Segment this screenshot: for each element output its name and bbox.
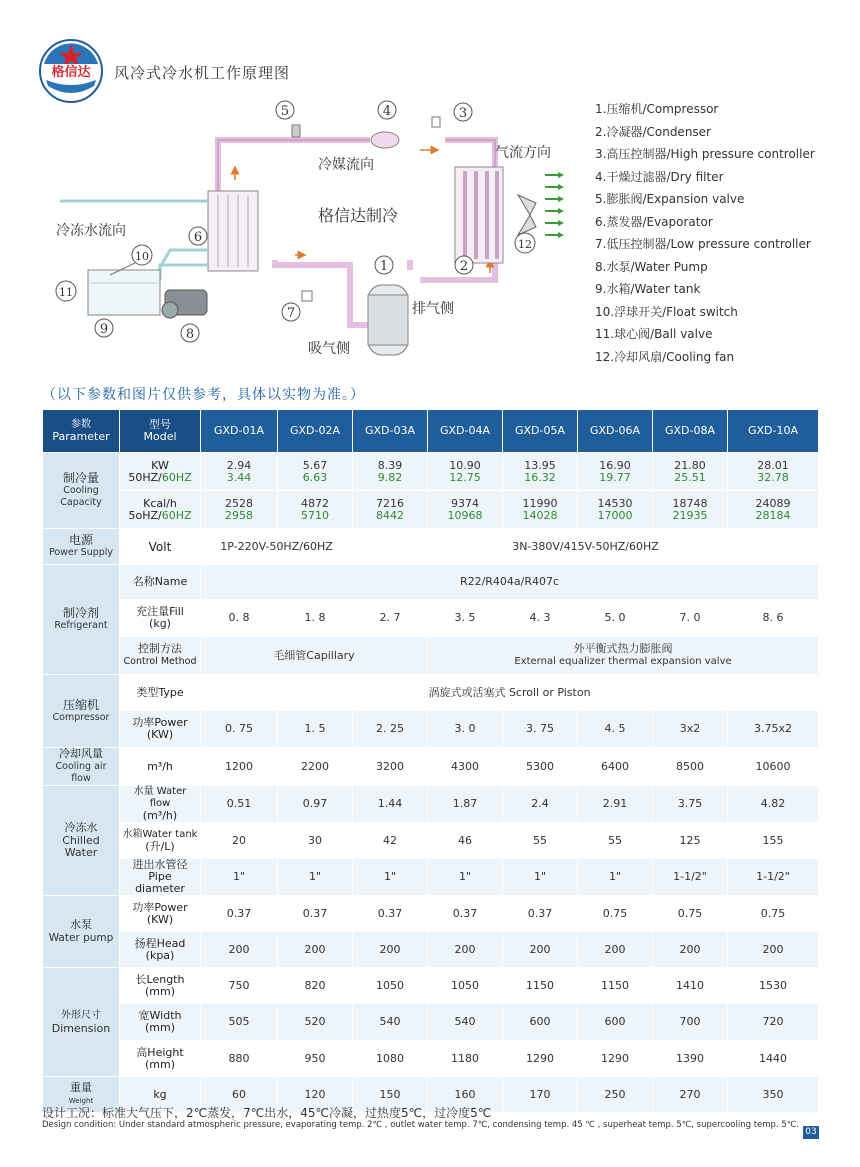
page-number: 03 (803, 1126, 819, 1139)
param-header: 参数 Parameter (43, 410, 120, 453)
table-row (43, 823, 819, 859)
discharge-side-label: 排气侧 (412, 301, 454, 317)
dry-filter (371, 132, 399, 148)
width-label: 宽Width (mm) (120, 1004, 201, 1041)
table-cell: 1-1/2" (653, 859, 728, 896)
table-cell: 1200 (201, 748, 278, 786)
table-cell: 0.37 (503, 896, 578, 932)
svg-text:4: 4 (382, 104, 392, 119)
table-cell: 16.90 19.77 (578, 453, 653, 491)
table-cell: 2.94 3.44 (201, 453, 278, 491)
table-cell: 1. 8 (278, 600, 353, 637)
table-cell: 30 (278, 823, 353, 859)
legend-item: 10.浮球开关/Float switch (595, 304, 738, 319)
table-cell: 0.37 (353, 896, 428, 932)
volt-label: Volt (120, 529, 201, 565)
table-cell: 540 (428, 1004, 503, 1041)
model-col: GXD-01A (201, 410, 278, 453)
table-cell: 1440 (728, 1041, 819, 1077)
callout-3 (454, 103, 472, 121)
table-row (43, 565, 819, 600)
table-cell: 2.4 (503, 786, 578, 823)
table-cell: 950 (278, 1041, 353, 1077)
table-cell: 820 (278, 968, 353, 1004)
table-row (43, 896, 819, 932)
table-cell: 3200 (353, 748, 428, 786)
table-cell: 3x2 (653, 711, 728, 748)
table-row (43, 1041, 819, 1077)
center-label: 格信达制冷 (318, 206, 399, 225)
table-cell: 540 (353, 1004, 428, 1041)
table-cell: 46 (428, 823, 503, 859)
svg-text:3: 3 (458, 106, 468, 121)
callout-2 (455, 256, 473, 274)
table-cell: 1410 (653, 968, 728, 1004)
table-cell: 4. 3 (503, 600, 578, 637)
table-cell: 1-1/2" (728, 859, 819, 896)
low-pressure-controller (302, 291, 312, 301)
table-cell: 2200 (278, 748, 353, 786)
table-cell: 0.75 (728, 896, 819, 932)
table-cell: 1" (428, 859, 503, 896)
table-cell: 1150 (503, 968, 578, 1004)
suction-side-label: 吸气侧 (308, 341, 350, 357)
table-cell: 21.80 25.51 (653, 453, 728, 491)
cooling-fan (518, 195, 536, 235)
table-cell: 13.95 16.32 (503, 453, 578, 491)
table-row (43, 711, 819, 748)
table-row (43, 859, 819, 896)
table-cell: 外平衡式热力膨胀阀 External equalizer thermal expansion valve (428, 637, 819, 675)
model-col: GXD-05A (503, 410, 578, 453)
table-cell: 200 (428, 932, 503, 968)
pump-power-label: 功率Power (KW) (120, 896, 201, 932)
table-cell: 1150 (578, 968, 653, 1004)
table-cell: 0.37 (428, 896, 503, 932)
height-label: 高Height (mm) (120, 1041, 201, 1077)
table-cell: 0.37 (278, 896, 353, 932)
table-cell: 11990 14028 (503, 491, 578, 529)
legend-item: 8.水泵/Water Pump (595, 259, 708, 274)
callout-6 (189, 227, 207, 245)
table-cell: 0.75 (653, 896, 728, 932)
table-cell: 2528 2958 (201, 491, 278, 529)
expansion-valve (292, 125, 300, 137)
table-cell: 200 (728, 932, 819, 968)
table-cell: 125 (653, 823, 728, 859)
design-condition-en: Design condition: Under standard atmospheric pressure, evaporating temp. 2℃ , outlet water temp. 7℃, condensing temp. 45 ℃ , superheat temp. 5℃, supercooling temp. 5℃. (42, 1120, 800, 1130)
legend-item: 6.蒸发器/Evaporator (595, 214, 713, 229)
table-cell: 4.82 (728, 786, 819, 823)
table-cell: 2. 7 (353, 600, 428, 637)
legend-item: 2.冷凝器/Condenser (595, 124, 711, 139)
table-cell: 1" (278, 859, 353, 896)
high-pressure-controller (432, 117, 440, 127)
callout-1 (375, 256, 393, 274)
weight-unit: kg (120, 1077, 201, 1113)
svg-text:1: 1 (379, 259, 389, 274)
kcal-label: Kcal/h 5oHZ/60HZ (120, 491, 201, 529)
legend-item: 11.球心阀/Ball valve (595, 327, 713, 341)
table-cell: 3. 0 (428, 711, 503, 748)
model-col: GXD-10A (728, 410, 819, 453)
table-cell: 750 (201, 968, 278, 1004)
table-cell: 720 (728, 1004, 819, 1041)
table-cell: 1390 (653, 1041, 728, 1077)
table-cell: 2.91 (578, 786, 653, 823)
pipe-diameter-label: 进出水管径 Pipe diameter (120, 859, 201, 896)
legend-item: 3.高压控制器/High pressure controller (595, 147, 815, 161)
table-cell: 3. 5 (428, 600, 503, 637)
table-cell: 0.97 (278, 786, 353, 823)
table-cell: 150 (353, 1077, 428, 1113)
table-cell: 505 (201, 1004, 278, 1041)
table-cell: 170 (503, 1077, 578, 1113)
svg-text:11: 11 (59, 286, 73, 299)
page-title: 风冷式冷水机工作原理图 (114, 64, 291, 82)
table-cell: 200 (578, 932, 653, 968)
weight-label: 重量 Weight (43, 1077, 120, 1113)
table-cell: 1050 (353, 968, 428, 1004)
table-cell: 2. 25 (353, 711, 428, 748)
legend-item: 9.水箱/Water tank (595, 282, 701, 296)
water-flow-label: 水量 Water flow (m³/h) (120, 786, 201, 823)
table-cell: 3.75 (653, 786, 728, 823)
table-cell: 60 (201, 1077, 278, 1113)
table-row (43, 786, 819, 823)
table-row (43, 932, 819, 968)
table-cell: 1.87 (428, 786, 503, 823)
table-cell: 4872 5710 (278, 491, 353, 529)
control-method-label: 控制方法 Control Method (120, 637, 201, 675)
table-row (43, 491, 819, 529)
table-cell: 350 (728, 1077, 819, 1113)
table-cell: 1" (578, 859, 653, 896)
table-cell: 155 (728, 823, 819, 859)
callout-12 (515, 233, 535, 253)
design-condition-cn: 设计工况：标准大气压下，2℃蒸发，7℃出水，45℃冷凝，过热度5℃，过冷度5℃ (42, 1106, 492, 1120)
legend-item: 4.干燥过滤器/Dry filter (595, 169, 724, 184)
table-cell: 1080 (353, 1041, 428, 1077)
table-row (43, 600, 819, 637)
table-cell: 1" (201, 859, 278, 896)
legend-item: 12.冷却风扇/Cooling fan (595, 349, 735, 364)
callout-7 (282, 303, 300, 321)
working-principle-diagram (40, 95, 580, 370)
model-col: GXD-04A (428, 410, 503, 453)
length-label: 长Length (mm) (120, 968, 201, 1004)
compressor (368, 285, 408, 355)
table-cell: 200 (353, 932, 428, 968)
table-cell: 200 (653, 932, 728, 968)
air-flow-arrows (545, 175, 558, 235)
table-row (43, 529, 819, 565)
chilled-water-flow-label: 冷冻水流向 (56, 223, 126, 239)
evaporator (208, 191, 258, 271)
table-cell: 250 (578, 1077, 653, 1113)
pump-head-label: 扬程Head (kpa) (120, 932, 201, 968)
model-col: GXD-08A (653, 410, 728, 453)
table-cell: 0. 75 (201, 711, 278, 748)
svg-text:10: 10 (135, 250, 149, 263)
model-header: 型号 Model (120, 410, 201, 453)
svg-text:9: 9 (99, 322, 109, 337)
svg-text:8: 8 (185, 327, 195, 342)
table-cell: 1530 (728, 968, 819, 1004)
table-cell: 24089 28184 (728, 491, 819, 529)
component-legend (595, 98, 815, 368)
table-cell: 200 (278, 932, 353, 968)
condenser (455, 167, 503, 263)
table-cell: 0.37 (201, 896, 278, 932)
table-cell: 涡旋式或活塞式 Scroll or Piston (201, 675, 819, 711)
reference-note: （以下参数和图片仅供参考，具体以实物为准。） (42, 387, 365, 403)
table-cell: 1290 (503, 1041, 578, 1077)
table-cell: 14530 17000 (578, 491, 653, 529)
svg-text:12: 12 (518, 238, 532, 251)
svg-text:2: 2 (459, 259, 469, 274)
table-row (43, 748, 819, 786)
svg-text:7: 7 (286, 306, 296, 321)
model-col: GXD-02A (278, 410, 353, 453)
cooling-air-flow-label: 冷却风量 Cooling air flow (43, 748, 120, 786)
table-cell: 毛细管Capillary (201, 637, 428, 675)
airflow-unit: m³/h (120, 748, 201, 786)
table-cell: 1" (353, 859, 428, 896)
table-cell: 1050 (428, 968, 503, 1004)
table-cell: 0.75 (578, 896, 653, 932)
table-cell: 600 (503, 1004, 578, 1041)
table-row (43, 968, 819, 1004)
table-cell: 160 (428, 1077, 503, 1113)
table-cell: 1180 (428, 1041, 503, 1077)
legend-item: 1.压缩机/Compressor (595, 102, 719, 116)
model-col: GXD-03A (353, 410, 428, 453)
spec-table (42, 409, 819, 1113)
callout-9 (95, 319, 113, 337)
power-label: 功率Power (KW) (120, 711, 201, 748)
table-cell: 5.67 6.63 (278, 453, 353, 491)
svg-text:5: 5 (280, 104, 290, 119)
chilled-water-label: 冷冻水 Chilled Water (43, 786, 120, 896)
table-cell: 1" (503, 859, 578, 896)
table-cell: 7. 0 (653, 600, 728, 637)
table-cell: 55 (578, 823, 653, 859)
power-supply-label: 电源 Power Supply (43, 529, 120, 565)
table-cell: 10.90 12.75 (428, 453, 503, 491)
table-cell: 1290 (578, 1041, 653, 1077)
table-cell: 200 (201, 932, 278, 968)
logo-text: 格信达 (51, 65, 91, 80)
table-cell: 200 (503, 932, 578, 968)
table-cell: 55 (503, 823, 578, 859)
table-cell: 8500 (653, 748, 728, 786)
table-cell: 7216 8442 (353, 491, 428, 529)
type-label: 类型Type (120, 675, 201, 711)
water-pump (162, 290, 207, 318)
callout-5 (276, 101, 294, 119)
name-label: 名称Name (120, 565, 201, 600)
table-cell: 3.75x2 (728, 711, 819, 748)
water-tank-label: 水箱Water tank (升/L) (120, 823, 201, 859)
table-cell: 520 (278, 1004, 353, 1041)
table-cell: 28.01 32.78 (728, 453, 819, 491)
table-cell: 8. 6 (728, 600, 819, 637)
table-cell: 18748 21935 (653, 491, 728, 529)
table-cell: 42 (353, 823, 428, 859)
table-cell: 880 (201, 1041, 278, 1077)
table-cell: 1P-220V-50HZ/60HZ (201, 529, 353, 565)
cooling-capacity-label: 制冷量 Cooling Capacity (43, 453, 120, 529)
table-cell: 5300 (503, 748, 578, 786)
callout-10 (132, 245, 152, 265)
table-row (43, 637, 819, 675)
table-row (43, 453, 819, 491)
table-header-row (43, 410, 819, 453)
dimension-label: 外形尺寸 Dimension (43, 968, 120, 1077)
table-cell: 270 (653, 1077, 728, 1113)
table-cell: 3. 75 (503, 711, 578, 748)
callout-4 (378, 101, 396, 119)
water-tank (88, 263, 160, 315)
model-col: GXD-06A (578, 410, 653, 453)
table-cell: 9374 10968 (428, 491, 503, 529)
table-cell: 6400 (578, 748, 653, 786)
callout-8 (181, 324, 199, 342)
legend-item: 7.低压控制器/Low pressure controller (595, 237, 811, 251)
fill-label: 充注量Fill (kg) (120, 600, 201, 637)
table-cell: 1. 5 (278, 711, 353, 748)
svg-text:6: 6 (193, 230, 203, 245)
table-cell: 600 (578, 1004, 653, 1041)
table-cell: 4. 5 (578, 711, 653, 748)
table-cell: 0.51 (201, 786, 278, 823)
table-cell: 0. 8 (201, 600, 278, 637)
table-cell: 5. 0 (578, 600, 653, 637)
table-cell: 10600 (728, 748, 819, 786)
kw-label: KW 50HZ/60HZ (120, 453, 201, 491)
table-cell: 1.44 (353, 786, 428, 823)
table-cell: R22/R404a/R407c (201, 565, 819, 600)
legend-item: 5.膨胀阀/Expansion valve (595, 192, 745, 206)
refrigerant-flow-label: 冷媒流向 (318, 157, 374, 173)
table-cell: 700 (653, 1004, 728, 1041)
compressor-label: 压缩机 Compressor (43, 675, 120, 748)
table-cell: 4300 (428, 748, 503, 786)
table-cell: 8.39 9.82 (353, 453, 428, 491)
air-flow-label: 气流方向 (495, 145, 551, 161)
table-row (43, 1004, 819, 1041)
table-cell: 3N-380V/415V-50HZ/60HZ (353, 529, 819, 565)
water-pump-label: 水泵 Water pump (43, 896, 120, 968)
table-cell: 120 (278, 1077, 353, 1113)
callout-11 (56, 281, 76, 301)
table-cell: 20 (201, 823, 278, 859)
table-row (43, 675, 819, 711)
refrigerant-label: 制冷剂 Refrigerant (43, 565, 120, 675)
